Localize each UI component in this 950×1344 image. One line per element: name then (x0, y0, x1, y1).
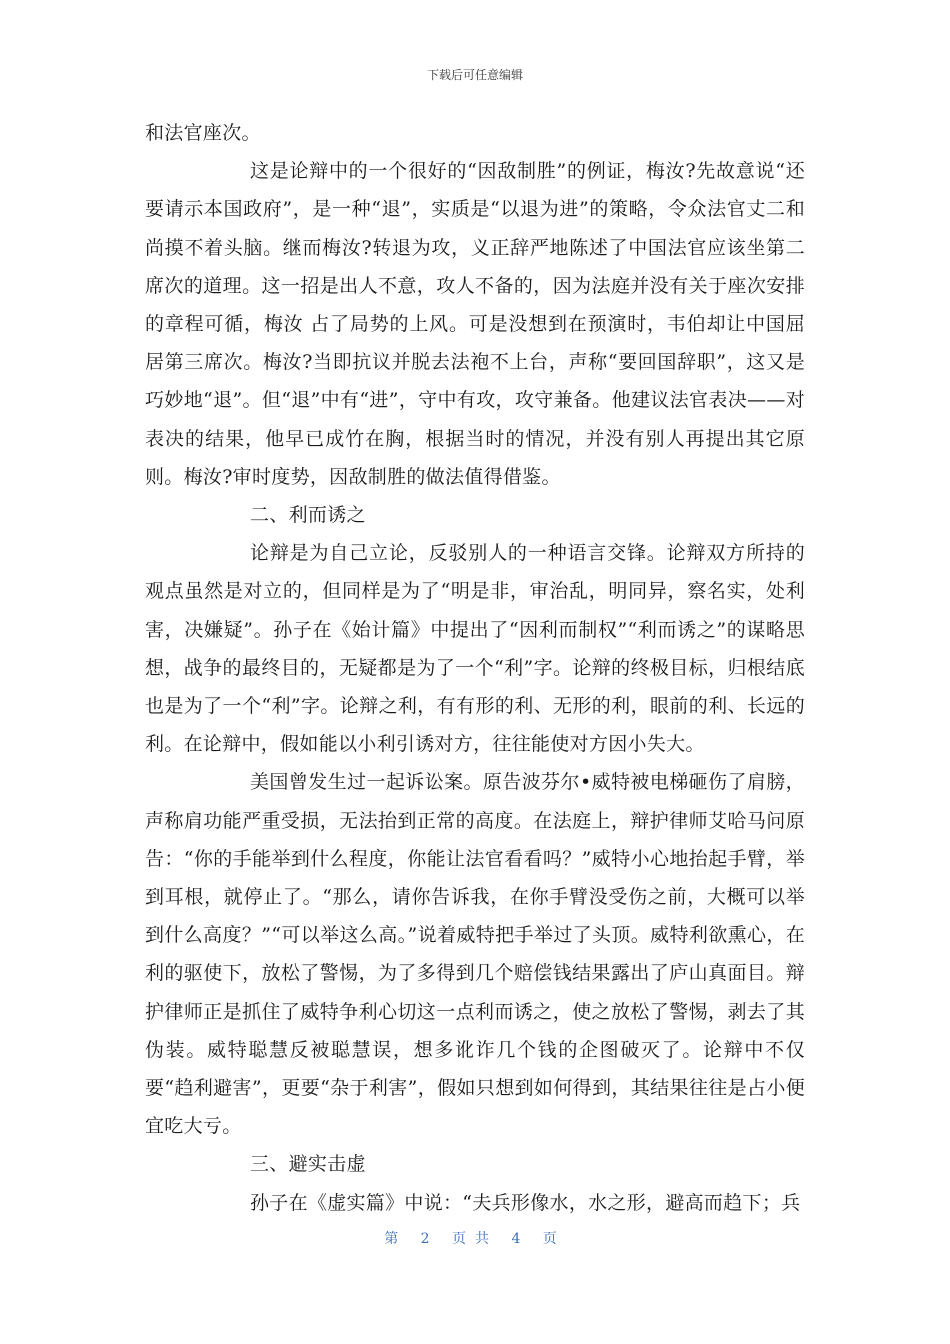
section-heading-2: 二、利而诱之 (250, 504, 366, 527)
paragraph-void-and-solid: 孙子在《虚实篇》中说：“夫兵形像水，水之形，避高而趋下；兵 (250, 1191, 801, 1214)
section-heading-3: 三、避实击虚 (250, 1153, 366, 1176)
page-header: 下载后可任意编辑 (426, 68, 523, 82)
document-body (145, 114, 805, 1222)
paragraph-example-analysis: 这是论辩中的一个很好的“因敌制胜”的例证，梅汝?先故意说“还要请示本国政府”，是一种“退”，实质是“以退为进”的策略，令众法官丈二和尚摸不着头脑。继而梅汝?转退为攻，义正辞严地陈述了中国法官应该坐第二席次的道理。这一招是出人不意，攻人不备的，因为法庭并没有关于座次安排的章程可循，梅汝 占了局势的上风。可是没想到在预演时，韦伯却让中国屈居第三席次。梅汝?当即抗议并脱去法袍不上台，声称“要回国辞职”，这又是巧妙地“退”。但“退”中有“进”，守中有攻，攻守兼备。他建议法官表决——对表决的结果，他早已成竹在胸，根据当时的情况，并没有别人再提出其它原则。梅汝?审时度势，因敌制胜的做法值得借鉴。 (145, 160, 805, 488)
paragraph-lure-with-profit: 论辩是为自己立论，反驳别人的一种语言交锋。论辩双方所持的观点虽然是对立的，但同样是为了“明是非，审治乱，明同异，察名实，处利害，决嫌疑”。孙子在《始计篇》中提出了“因利而制权”“利而诱之”的谋略思想，战争的最终目的，无疑都是为了一个“利”字。论辩的终极目标，归根结底也是为了一个“利”字。论辩之利，有有形的利、无形的利，眼前的利、长远的利。在论辩中，假如能以小利引诱对方，往往能使对方因小失大。 (145, 542, 805, 756)
paragraph-continuation: 和法官座次。 (145, 122, 261, 144)
paragraph-lawsuit-example: 美国曾发生过一起诉讼案。原告波芬尔•威特被电梯砸伤了肩膀，声称肩功能严重受损，无法抬到正常的高度。在法庭上，辩护律师艾哈马问原告：“你的手能举到什么程度，你能让法官看看吗？”威特小心地抬起手臂，举到耳根，就停止了。“那么，请你告诉我，在你手臂没受伤之前，大概可以举到什么高度？”“可以举这么高。”说着威特把手举过了头顶。威特利欲熏心，在利的驱使下，放松了警惕，为了多得到几个赔偿钱结果露出了庐山真面目。辩护律师正是抓住了威特争利心切这一点利而诱之，使之放松了警惕，剥去了其伪装。威特聪慧反被聪慧误，想多讹诈几个钱的企图破灭了。论辩中不仅要“趋利避害”，更要“杂于利害”，假如只想到如何得到，其结果往往是占小便宜吃大亏。 (145, 771, 805, 1138)
page-number-footer: 第 2 页共 4 页 (384, 1231, 566, 1247)
